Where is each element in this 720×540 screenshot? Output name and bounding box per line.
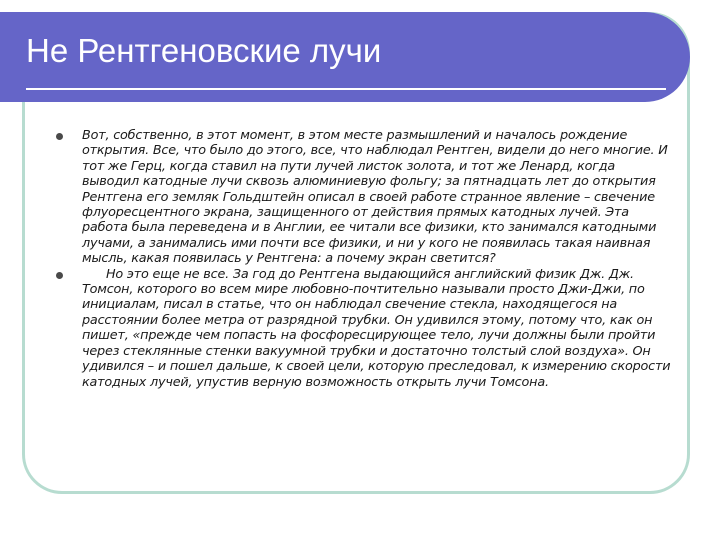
bullet-text-1: Вот, собственно, в этот момент, в этом месте размышлений и началось рождение открытия. Все, что было до этого, все, что наблюдал Рентген, видели до него многие. И тот же Герц, когда ставил на пути лучей листок золота, и тот же Ленард, когда выводил катодные лучи сквозь алюминиевую фольгу; за пятнадцать лет до открытия Рентгена его земляк Гольдштейн описал в своей работе странное явление – свечение флуоресцентного экрана, защищенного от действия прямых катодных лучей. Эта работа была переведена и в Англии, ее читали все физики, кто занимался катодными лучами, а занимались ими почти все физики, и ни у кого не появилась такая наивная мысль, какая появилась у Рентгена: а почему экран светится? [82, 128, 668, 267]
slide-title: Не Рентгеновские лучи [26, 32, 382, 69]
bullet-item-2 [52, 267, 672, 390]
bullet-dot-icon [56, 272, 63, 279]
bullet-text-2-wrapper [82, 267, 672, 390]
bullet-text-2: Но это еще не все. За год до Рентгена выдающийся английский физик Дж. Дж. Томсон, которого во всем мире любовно-почтительно называли просто Джи-Джи, по инициалам, писал в статье, что он наблюдал свечение стекла, находящегося на расстоянии более метра от разрядной трубки. Он удивился этому, потому что, как он пишет, «прежде чем попасть на фосфоресцирующее тело, лучи должны были пройти через стеклянные стенки вакуумной трубки и достаточно толстый слой воздуха». Он удивился – и пошел дальше, к своей цели, которую преследовал, к измерению скорости катодных лучей, упустив верную возможность открыть лучи Томсона. [82, 266, 671, 390]
bullet-dot-icon [56, 133, 63, 140]
bullet-item-1 [52, 128, 672, 267]
title-underline [26, 88, 666, 90]
slide-content [52, 128, 672, 390]
